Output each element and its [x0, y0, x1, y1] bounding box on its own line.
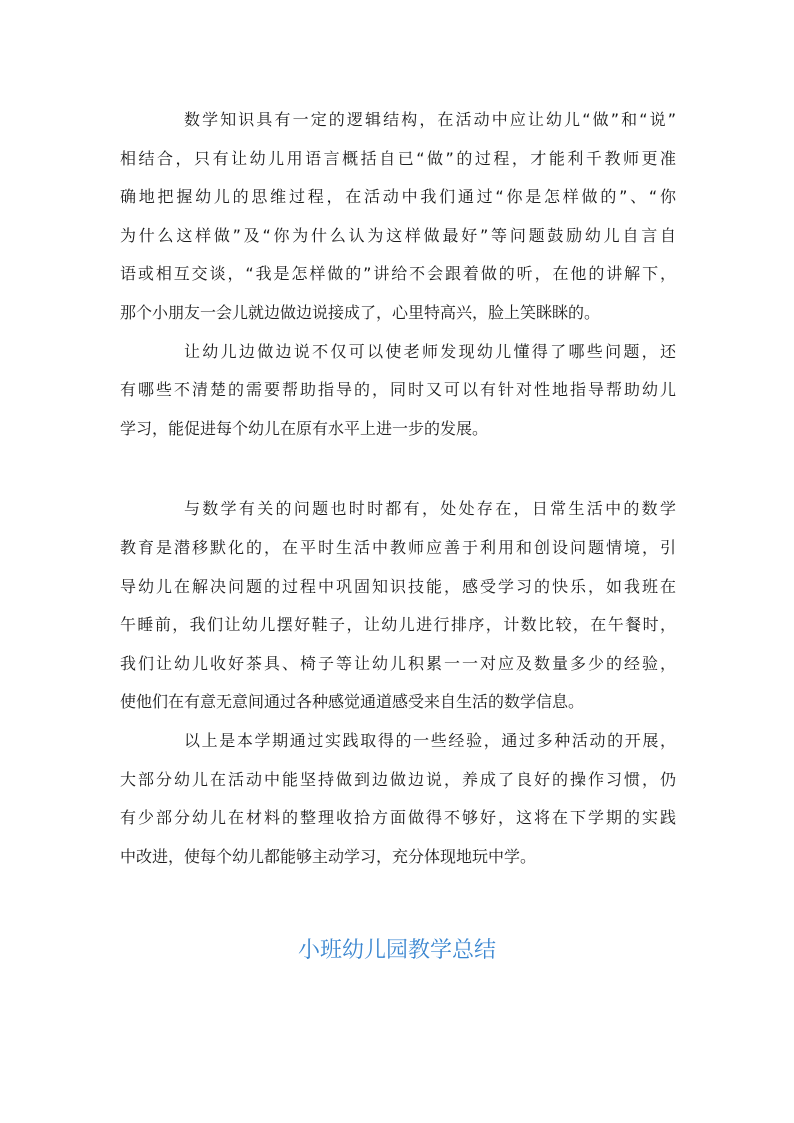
- text-line: 大部分幼儿在活动中能坚持做到边做边说，养成了良好的操作习惯，仍: [120, 769, 676, 789]
- paragraph-4: [120, 722, 676, 876]
- text-line: 有哪些不清楚的需要帮助指导的，同时又可以有针对性地指导帮助幼儿: [120, 380, 676, 400]
- text-line: 与数学有关的问题也时时都有，处处存在，日常生活中的数学: [184, 499, 676, 519]
- text-line: 让幼儿边做边说不仅可以使老师发现幼儿懂得了哪些问题，还: [184, 341, 676, 361]
- document-title: 小班幼儿园教学总结: [297, 938, 496, 963]
- text-line: 有少部分幼儿在材料的整理收拾方面做得不够好，这将在下学期的实践: [120, 808, 676, 828]
- text-line: 为什么这样做”及“你为什么认为这样做最好”等问题鼓励幼儿自言自: [120, 225, 676, 245]
- text-line: 使他们在有意无意间通过各种感觉通道感受来自生活的数学信息。: [120, 692, 585, 712]
- paragraph-spacer: [120, 448, 676, 490]
- paragraph-2: [120, 333, 676, 449]
- document-body: [120, 101, 676, 876]
- text-line: 教育是潜移默化的，在平时生活中教师应善于利用和创设问题情境，引: [120, 537, 676, 557]
- text-line: 以上是本学期通过实践取得的一些经验，通过多种活动的开展，: [184, 730, 676, 750]
- paragraph-1: [120, 101, 676, 333]
- text-line: 语或相互交谈，“我是怎样做的”讲给不会跟着做的听，在他的讲解下，: [120, 264, 676, 284]
- paragraph-3: [120, 490, 676, 722]
- text-line: 那个小朋友一会儿就边做边说接成了，心里特高兴，脸上笑眯眯的。: [120, 302, 601, 322]
- text-line: 午睡前，我们让幼儿摆好鞋子，让幼儿进行排序，计数比较，在午餐时，: [120, 615, 676, 635]
- text-line: 相结合，只有让幼儿用语言概括自已“做”的过程，才能利千教师更准: [120, 148, 676, 168]
- text-line: 数学知识具有一定的逻辑结构，在活动中应让幼儿“做”和“说”: [184, 110, 676, 129]
- text-line: 确地把握幼儿的思维过程，在活动中我们通过“你是怎样做的”、“你: [120, 187, 676, 207]
- text-line: 学习，能促进每个幼儿在原有水平上进一步的发展。: [120, 418, 489, 438]
- text-line: 导幼儿在解决问题的过程中巩固知识技能，感受学习的快乐，如我班在: [120, 576, 676, 596]
- text-line: 中改进，使每个幼儿都能够主动学习，充分体现地玩中学。: [120, 846, 537, 866]
- text-line: 我们让幼儿收好茶具、椅子等让幼儿积累一一对应及数量多少的经验，: [120, 653, 676, 673]
